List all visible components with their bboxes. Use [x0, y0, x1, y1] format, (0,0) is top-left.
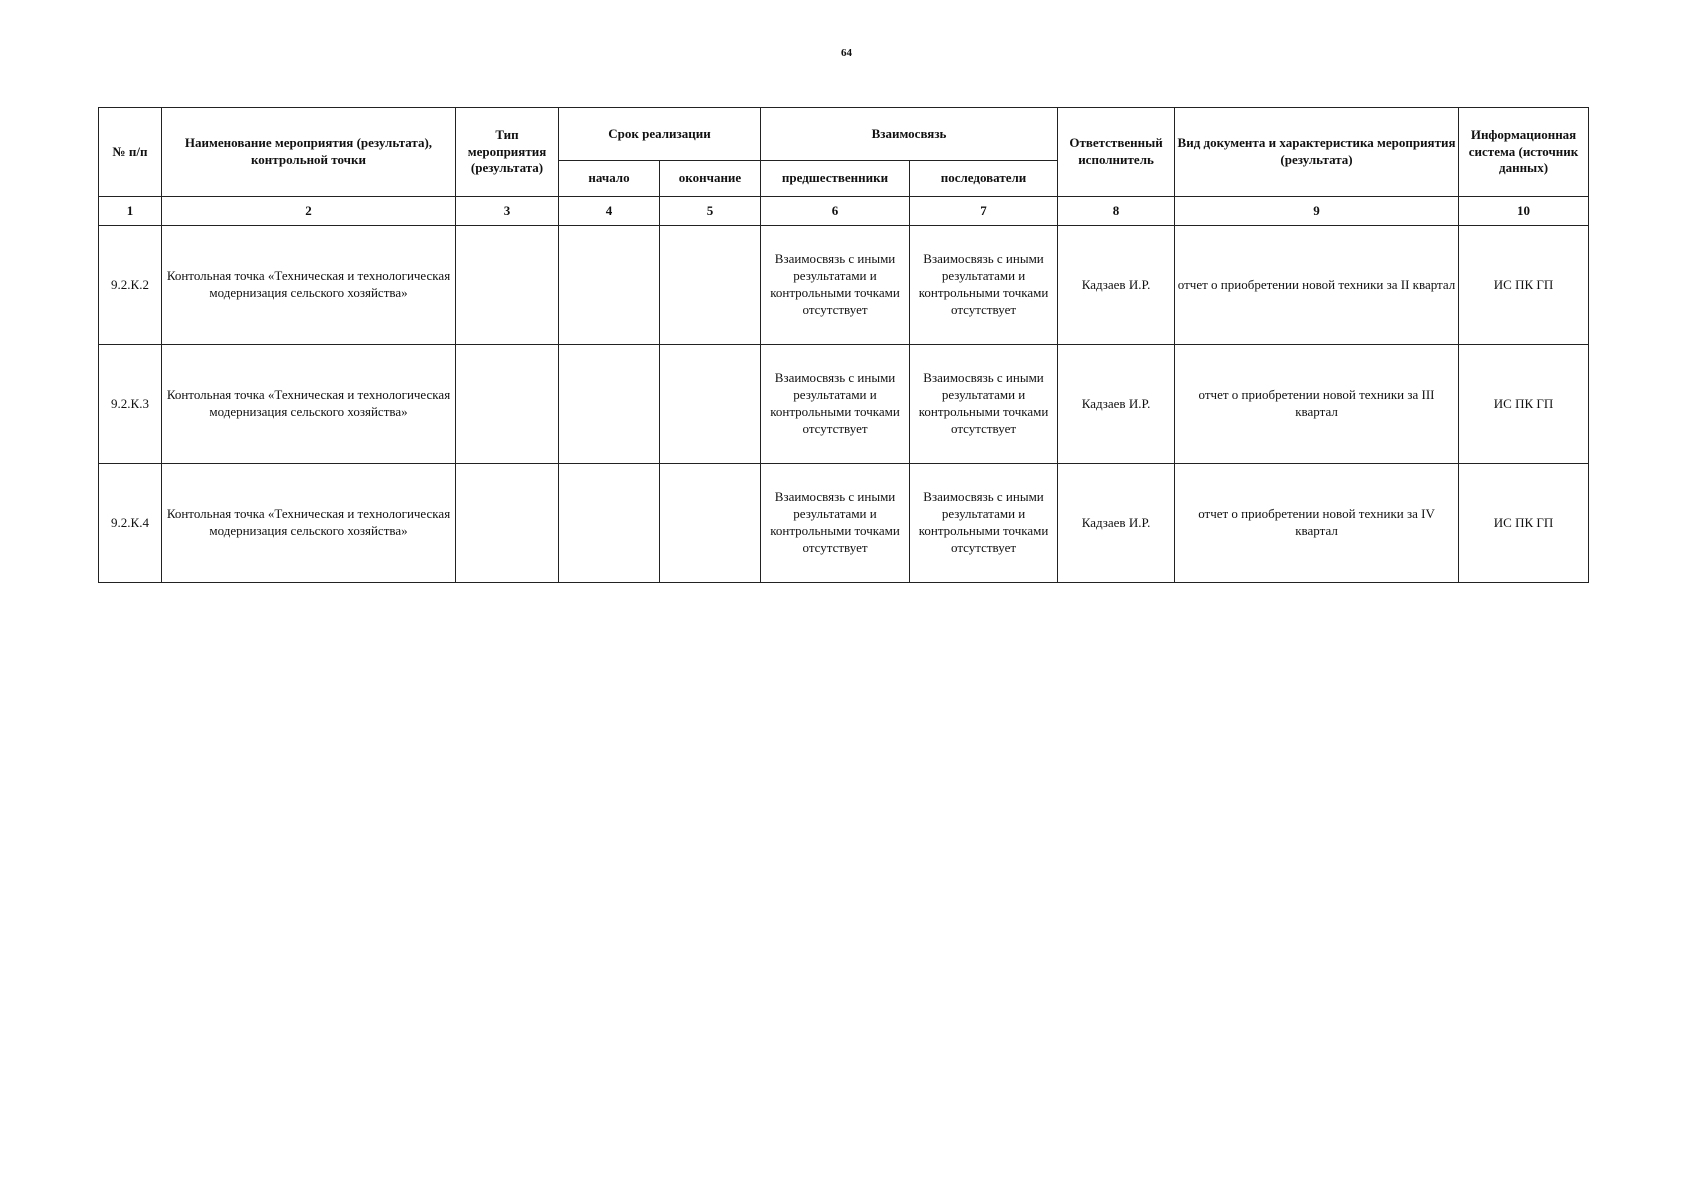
row-num: 9.2.К.3 [99, 345, 162, 464]
row-name: Контольная точка «Техническая и технологическая модернизация сельского хозяйства» [162, 226, 456, 345]
column-number: 9 [1175, 197, 1459, 226]
column-number: 10 [1459, 197, 1589, 226]
table-row [99, 345, 1589, 464]
row-info-system: ИС ПК ГП [1459, 345, 1589, 464]
header-executor: Ответственный исполнитель [1058, 108, 1175, 197]
row-doc: отчет о приобретении новой техники за II квартал [1175, 226, 1459, 345]
row-executor: Кадзаев И.Р. [1058, 226, 1175, 345]
row-end [660, 345, 761, 464]
column-number: 6 [761, 197, 910, 226]
row-info-system: ИС ПК ГП [1459, 464, 1589, 583]
row-start [559, 345, 660, 464]
column-number-row [99, 197, 1589, 226]
table-body [99, 197, 1589, 583]
header-info-system: Информационная система (источник данных) [1459, 108, 1589, 197]
table-row [99, 464, 1589, 583]
column-number: 3 [456, 197, 559, 226]
row-pred: Взаимосвязь с иными результатами и контрольными точками отсутствует [761, 464, 910, 583]
row-succ: Взаимосвязь с иными результатами и контрольными точками отсутствует [910, 464, 1058, 583]
row-doc: отчет о приобретении новой техники за III квартал [1175, 345, 1459, 464]
row-end [660, 464, 761, 583]
row-name: Контольная точка «Техническая и технологическая модернизация сельского хозяйства» [162, 464, 456, 583]
row-start [559, 464, 660, 583]
row-end [660, 226, 761, 345]
header-term-end: окончание [660, 161, 761, 197]
row-doc: отчет о приобретении новой техники за IV квартал [1175, 464, 1459, 583]
row-name: Контольная точка «Техническая и технологическая модернизация сельского хозяйства» [162, 345, 456, 464]
row-type [456, 226, 559, 345]
column-number: 2 [162, 197, 456, 226]
row-type [456, 464, 559, 583]
column-number: 4 [559, 197, 660, 226]
page-number: 64 [841, 47, 852, 59]
header-term: Срок реализации [559, 108, 761, 161]
row-succ: Взаимосвязь с иными результатами и контрольными точками отсутствует [910, 345, 1058, 464]
row-executor: Кадзаев И.Р. [1058, 345, 1175, 464]
table-header [99, 108, 1589, 197]
column-number: 8 [1058, 197, 1175, 226]
row-num: 9.2.К.4 [99, 464, 162, 583]
header-type: Тип мероприятия (результата) [456, 108, 559, 197]
column-number: 1 [99, 197, 162, 226]
header-relation-pred: предшественники [761, 161, 910, 197]
header-term-start: начало [559, 161, 660, 197]
column-number: 7 [910, 197, 1058, 226]
row-pred: Взаимосвязь с иными результатами и контрольными точками отсутствует [761, 345, 910, 464]
header-name: Наименование мероприятия (результата), контрольной точки [162, 108, 456, 197]
header-num: № п/п [99, 108, 162, 197]
plan-table [98, 107, 1589, 583]
row-executor: Кадзаев И.Р. [1058, 464, 1175, 583]
header-doc: Вид документа и характеристика мероприятия (результата) [1175, 108, 1459, 197]
row-info-system: ИС ПК ГП [1459, 226, 1589, 345]
header-relation-succ: последователи [910, 161, 1058, 197]
column-number: 5 [660, 197, 761, 226]
row-pred: Взаимосвязь с иными результатами и контрольными точками отсутствует [761, 226, 910, 345]
row-type [456, 345, 559, 464]
row-succ: Взаимосвязь с иными результатами и контрольными точками отсутствует [910, 226, 1058, 345]
row-num: 9.2.К.2 [99, 226, 162, 345]
row-start [559, 226, 660, 345]
header-relation: Взаимосвязь [761, 108, 1058, 161]
table-row [99, 226, 1589, 345]
